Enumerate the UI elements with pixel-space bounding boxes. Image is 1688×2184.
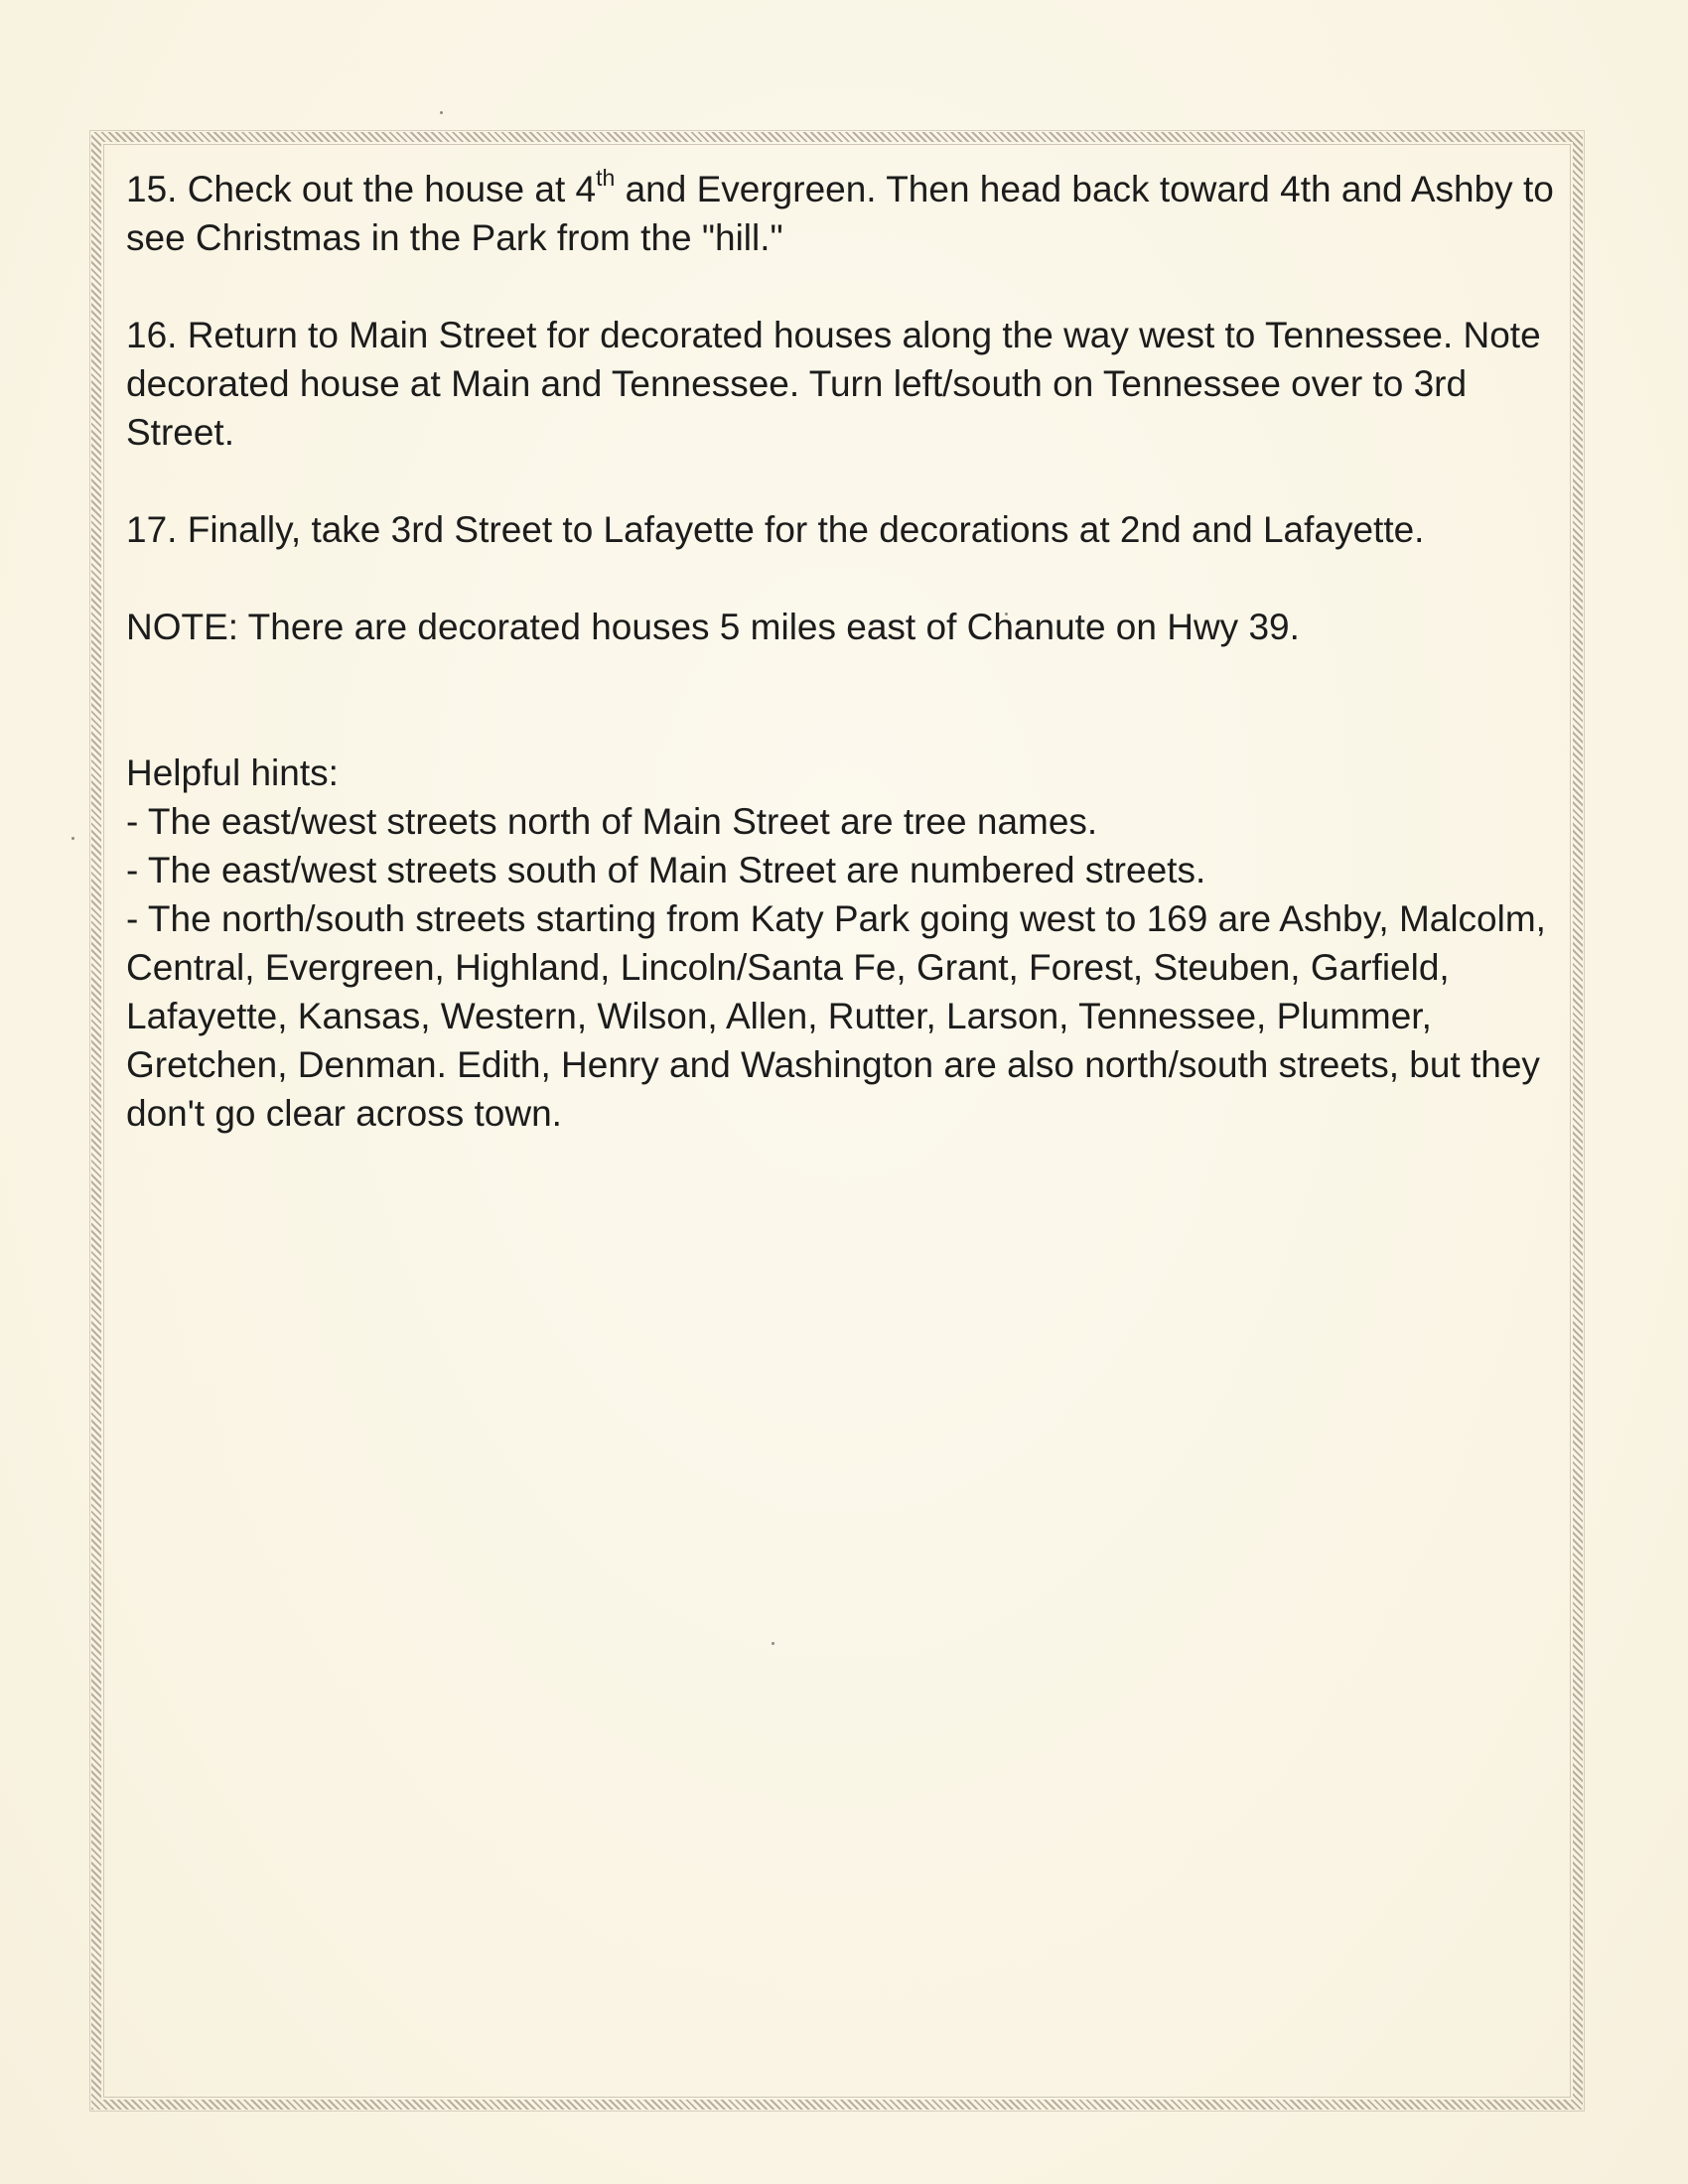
direction-item-17: 17. Finally, take 3rd Street to Lafayette for the decorations at 2nd and Lafayette.	[126, 509, 1425, 550]
ordinal-superscript: th	[596, 164, 616, 191]
paper-speck	[772, 1642, 774, 1645]
note-text: NOTE: There are decorated houses 5 miles east of Chanute on Hwy 39.	[126, 607, 1300, 647]
item-15-text-start: 15. Check out the house at 4	[126, 169, 597, 209]
paper-speck	[71, 837, 74, 840]
hint-item: - The north/south streets starting from Katy Park going west to 169 are Ashby, Malcolm, Central, Evergreen, Highland, Lincoln/Santa Fe, Grant, Forest, Steuben, Garfield, Lafayette, Kansas, Western, Wilson, Allen, Rutter, Larson, Tennessee, Plummer, Gretchen, Denman. Edith, Henry and Washington are also north/south streets, but they don't go clear across town.	[126, 898, 1546, 1134]
helpful-hints-section	[126, 749, 1556, 1138]
hint-item: - The east/west streets south of Main Street are numbered streets.	[126, 850, 1206, 890]
direction-item-16: 16. Return to Main Street for decorated houses along the way west to Tennessee. Note decorated house at Main and Tennessee. Turn left/south on Tennessee over to 3rd Street.	[126, 315, 1541, 453]
document-body	[126, 165, 1556, 1186]
hint-item: - The east/west streets north of Main Street are tree names.	[126, 801, 1098, 842]
direction-item-15	[126, 165, 1556, 262]
item-15-text-end: and Evergreen. Then head back toward 4th and Ashby to see Christmas in the Park from the "hill."	[126, 169, 1554, 258]
paper-speck	[440, 111, 443, 114]
hints-heading: Helpful hints:	[126, 752, 339, 793]
